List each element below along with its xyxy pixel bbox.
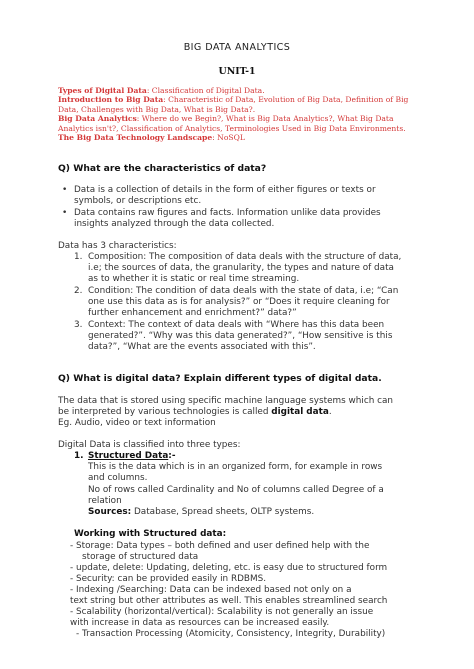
- composition-line-1: Composition: The composition of data deals with the structure of data,: [88, 252, 402, 262]
- syllabus-block: [58, 86, 430, 142]
- syllabus-line-1: Types of Digital Data: Classification of Digital Data.: [58, 86, 265, 95]
- syllabus-line-2: Introduction to Big Data: Characteristic of Data, Evolution of Big Data, Definition of Big: [58, 95, 409, 105]
- question-2: Q) What is digital data? Explain different types of digital data.: [58, 373, 382, 384]
- digital-data-line-1: The data that is stored using specific machine language systems which can: [58, 396, 394, 406]
- list-number: 3.: [74, 320, 83, 330]
- working-security: - Security: can be provided easily in RDBMS.: [70, 574, 267, 584]
- list-number: 1.: [74, 252, 83, 262]
- digital-data-term: digital data: [271, 407, 329, 417]
- working-indexing-line-2: text string but other attributes as well. This enables streamlined search: [70, 596, 388, 606]
- digital-data-line-2: be interpreted by various technologies is called digital data.: [58, 407, 332, 417]
- bullet-icon: •: [62, 208, 68, 218]
- characteristics-intro: Data has 3 characteristics:: [58, 241, 177, 251]
- structured-line-3: No of rows called Cardinality and No of columns called Degree of a: [88, 485, 384, 495]
- condition-line-3: further enhancement and enrichment?” data?”: [88, 308, 297, 318]
- unit-heading: UNIT-1: [218, 66, 256, 77]
- structured-line-1: This is the data which is in an organized form, for example in rows: [88, 462, 383, 472]
- working-scalability-line-2: with increase in data as resources can be increased easily.: [70, 618, 330, 628]
- list-number: 1.: [74, 451, 84, 461]
- structured-sources: Sources: Database, Spread sheets, OLTP systems.: [88, 507, 315, 517]
- syllabus-line-4: Big Data Analytics: Where do we Begin?, What is Big Data Analytics?, What Big Data: [58, 114, 394, 124]
- working-storage-line-1: - Storage: Data types – both defined and user defined help with the: [70, 541, 370, 551]
- structured-heading: Structured Data:-: [88, 451, 176, 461]
- composition-line-3: as to whether it is static or real time streaming.: [88, 274, 300, 284]
- structured-line-4: relation: [88, 496, 122, 506]
- bullet-icon: •: [62, 185, 68, 195]
- condition-line-2: one use this data as is for analysis?” or “Does it require cleaning for: [88, 297, 390, 307]
- working-update: - update, delete: Updating, deleting, etc. is easy due to structured form: [70, 563, 388, 573]
- syllabus-line-5: Analytics isn't?, Classification of Analytics, Terminologies Used in Big Data Environments.: [58, 123, 406, 133]
- working-scalability-line-1: - Scalability (horizontal/vertical): Scalability is not generally an issue: [70, 607, 374, 617]
- syllabus-line-6: The Big Data Technology Landscape: NoSQL: [58, 133, 245, 143]
- working-indexing-line-1: - Indexing /Searching: Data can be indexed based not only on a: [70, 585, 352, 595]
- context-line-3: data?”, “What are the events associated with this”.: [88, 342, 316, 352]
- syllabus-line-3: Data, Challenges with Big Data, What is Big Data?.: [58, 104, 256, 114]
- classified-intro: Digital Data is classified into three types:: [58, 440, 241, 450]
- digital-data-example: Eg. Audio, video or text information: [58, 418, 216, 428]
- working-transaction: - Transaction Processing (Atomicity, Consistency, Integrity, Durability): [76, 629, 386, 639]
- structured-line-2: and columns.: [88, 473, 148, 483]
- bullet-1-line-1: Data is a collection of details in the form of either figures or texts or: [74, 185, 376, 195]
- working-heading: Working with Structured data:: [74, 529, 227, 539]
- question-1: Q) What are the characteristics of data?: [58, 163, 267, 174]
- bullet-2-line-1: Data contains raw figures and facts. Information unlike data provides: [74, 208, 381, 218]
- list-number: 2.: [74, 286, 83, 296]
- condition-line-1: Condition: The condition of data deals with the state of data, i.e; “Can: [88, 286, 399, 296]
- composition-line-2: i.e; the sources of data, the granularity, the types and nature of data: [88, 263, 394, 273]
- bullet-1-line-2: symbols, or descriptions etc.: [74, 196, 202, 206]
- document-title: BIG DATA ANALYTICS: [183, 42, 291, 53]
- context-line-2: generated?”. “Why was this data generated?”, “How sensitive is this: [88, 331, 393, 341]
- bullet-2-line-2: insights analyzed through the data collected.: [74, 219, 275, 229]
- working-storage-line-2: storage of structured data: [82, 552, 199, 562]
- context-line-1: Context: The context of data deals with “Where has this data been: [88, 320, 385, 330]
